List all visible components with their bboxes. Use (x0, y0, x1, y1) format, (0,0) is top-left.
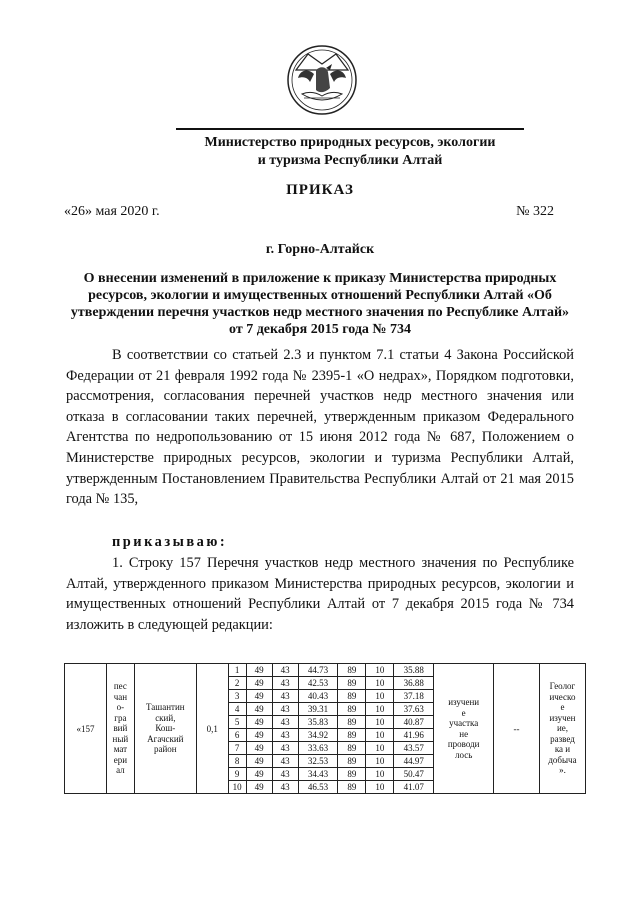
lat-min-cell: 43 (272, 729, 298, 742)
lat-min-cell: 43 (272, 768, 298, 781)
point-number-cell: 4 (228, 703, 246, 716)
location-cell (134, 664, 196, 794)
coat-of-arms-emblem (286, 44, 358, 116)
lat-deg-cell: 49 (246, 755, 272, 768)
lat-sec-cell: 46.53 (298, 781, 338, 794)
lat-min-cell: 43 (272, 755, 298, 768)
lon-sec-cell: 41.07 (394, 781, 434, 794)
row-number-cell: «157 (65, 664, 107, 794)
lat-deg-cell: 49 (246, 729, 272, 742)
lat-deg-cell: 49 (246, 781, 272, 794)
lon-deg-cell: 89 (338, 781, 366, 794)
lon-min-cell: 10 (366, 664, 394, 677)
study-status-cell (434, 664, 494, 794)
lon-deg-cell: 89 (338, 729, 366, 742)
header-divider (176, 128, 524, 130)
point-number-cell: 10 (228, 781, 246, 794)
lat-deg-cell: 49 (246, 677, 272, 690)
lat-min-cell: 43 (272, 690, 298, 703)
point-number-cell: 5 (228, 716, 246, 729)
lat-deg-cell: 49 (246, 690, 272, 703)
lon-sec-cell: 37.18 (394, 690, 434, 703)
purpose-cell (539, 664, 585, 794)
lat-sec-cell: 32.53 (298, 755, 338, 768)
lat-sec-cell: 35.83 (298, 716, 338, 729)
lat-min-cell: 43 (272, 703, 298, 716)
city-name: г. Горно-Алтайск (265, 242, 375, 257)
ministry-name (150, 134, 550, 170)
location-cell-text: Ташантин ский, Кош- Агачский район (146, 702, 185, 755)
lon-deg-cell: 89 (338, 703, 366, 716)
subsoil-plot-table (64, 663, 586, 794)
point-number-cell: 6 (228, 729, 246, 742)
point-number-cell: 7 (228, 742, 246, 755)
lon-deg-cell: 89 (338, 716, 366, 729)
lon-min-cell: 10 (366, 690, 394, 703)
lat-deg-cell: 49 (246, 716, 272, 729)
ministry-name-line-2: и туризма Республики Алтай (257, 153, 443, 168)
lat-min-cell: 43 (272, 677, 298, 690)
lon-sec-cell: 37.63 (394, 703, 434, 716)
lat-deg-cell: 49 (246, 703, 272, 716)
lon-min-cell: 10 (366, 729, 394, 742)
lon-min-cell: 10 (366, 781, 394, 794)
lon-deg-cell: 89 (338, 742, 366, 755)
lat-deg-cell: 49 (246, 768, 272, 781)
lon-min-cell: 10 (366, 742, 394, 755)
study-status-cell-text: изучени е участка не проводи лось (447, 697, 480, 760)
table-row (65, 664, 586, 677)
lon-sec-cell: 50.47 (394, 768, 434, 781)
lon-deg-cell: 89 (338, 768, 366, 781)
griffin-emblem-icon (286, 44, 358, 116)
lat-sec-cell: 44.73 (298, 664, 338, 677)
point-number-cell: 9 (228, 768, 246, 781)
lon-sec-cell: 36.88 (394, 677, 434, 690)
license-cell: -- (494, 664, 540, 794)
lat-min-cell: 43 (272, 716, 298, 729)
lon-sec-cell: 35.88 (394, 664, 434, 677)
lat-sec-cell: 39.31 (298, 703, 338, 716)
lat-sec-cell: 34.43 (298, 768, 338, 781)
item-1-paragraph: 1. Строку 157 Перечня участков недр местного значения по Республике Алтай, утвержденного приказом Министерства природных ресурсов, экологии и имущественных отношений Республики Алтай от 7 декабря 2015 года № 734 изложить в следующей редакции: (66, 555, 574, 633)
lon-min-cell: 10 (366, 755, 394, 768)
point-number-cell: 1 (228, 664, 246, 677)
order-subject: О внесении изменений в приложение к приказу Министерства природных ресурсов, экологии и имущественных отношений Республики Алтай «Об утверждении перечня участков недр местного значения по Республике Алтай» от 7 декабря 2015 года № 734 (70, 271, 570, 337)
purpose-cell-text: Геолог ическо е изучен ие, развед ка и добыча ». (548, 681, 577, 776)
lat-deg-cell: 49 (246, 742, 272, 755)
lon-deg-cell: 89 (338, 664, 366, 677)
point-number-cell: 8 (228, 755, 246, 768)
lon-deg-cell: 89 (338, 755, 366, 768)
lat-sec-cell: 42.53 (298, 677, 338, 690)
lat-min-cell: 43 (272, 781, 298, 794)
lat-sec-cell: 33.63 (298, 742, 338, 755)
mineral-type-cell (106, 664, 134, 794)
lon-min-cell: 10 (366, 716, 394, 729)
lon-sec-cell: 43.57 (394, 742, 434, 755)
point-number-cell: 3 (228, 690, 246, 703)
order-word: приказываю: (112, 534, 228, 550)
preamble-paragraph: В соответствии со статьей 2.3 и пунктом 7.1 статьи 4 Закона Российской Федерации от 21 февраля 1992 года № 2395-1 «О недрах», Порядком подготовки, рассмотрения, согласования перечней участков недр местного значения или отказа в согласовании таких перечней, утвержденным приказом Федерального Агентства по недропользованию от 15 июня 2012 года № 687, Положением о Министерстве природных ресурсов, экологии и туризма Республики Алтай, утвержденным Постановлением Правительства Республики Алтай от 21 мая 2015 года № 135, (66, 347, 574, 508)
order-number: № 322 (516, 204, 554, 219)
lon-sec-cell: 44.97 (394, 755, 434, 768)
area-cell: 0,1 (196, 664, 228, 794)
ministry-name-line-1: Министерство природных ресурсов, экологии (204, 135, 496, 150)
lon-min-cell: 10 (366, 768, 394, 781)
lon-sec-cell: 41.96 (394, 729, 434, 742)
lat-sec-cell: 34.92 (298, 729, 338, 742)
lon-deg-cell: 89 (338, 690, 366, 703)
lat-sec-cell: 40.43 (298, 690, 338, 703)
mineral-type-cell-text: пес чан о- гра вий ный мат ери ал (112, 681, 129, 776)
order-date: «26» мая 2020 г. (64, 204, 160, 219)
lon-deg-cell: 89 (338, 677, 366, 690)
lat-deg-cell: 49 (246, 664, 272, 677)
lon-min-cell: 10 (366, 677, 394, 690)
lat-min-cell: 43 (272, 664, 298, 677)
lon-min-cell: 10 (366, 703, 394, 716)
lat-min-cell: 43 (272, 742, 298, 755)
lon-sec-cell: 40.87 (394, 716, 434, 729)
point-number-cell: 2 (228, 677, 246, 690)
order-title: ПРИКАЗ (286, 182, 354, 198)
